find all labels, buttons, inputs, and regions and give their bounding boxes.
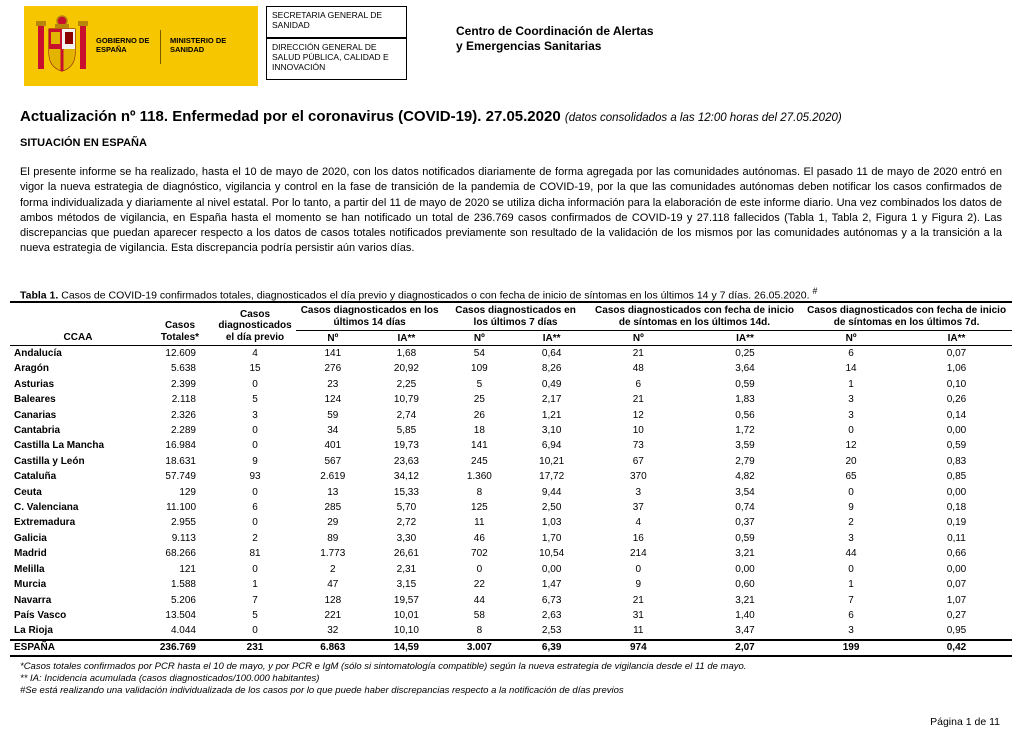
total-value-cell: 2,07 — [689, 640, 801, 656]
value-cell: 2,25 — [396, 378, 417, 390]
header-n: Nº — [296, 331, 370, 346]
table-row — [10, 546, 1012, 561]
value-cell: 9 — [252, 455, 258, 467]
value-cell: 0,60 — [735, 579, 755, 591]
value-cell: 4 — [635, 517, 642, 529]
value-cell: 32 — [327, 625, 339, 637]
value-cell: 3,59 — [735, 440, 755, 452]
intro-paragraph: El presente informe se ha realizado, hasta el 10 de mayo de 2020, con los datos notificados diariamente de forma agregada por las comunidades autónomas. El pasado 11 de mayo de 2020 entró en vigor la nueva estrategia de diagnóstico, vigilancia y control en la fase de transición de la pandemia de COVID-19, por la que las comunidades autónomas deben notificar los casos confirmados de forma individualizada y diariamente al nivel estatal. Por lo tanto, a partir del 11 de mayo de 2020 se utiliza dicha información para la elaboración de este informe diario. Una vez combinados los datos de ambos métodos de vigilancia, en España hasta el momento se han notificado un total de 236.769 casos confirmados de COVID-19 y 27.118 fallecidos (Tabla 1, Tabla 2, Figura 1 y Figura 2). Las discrepancias que puedan aparecer respecto a los datos de casos totales notificados previamente son resultado de la validación de los mismos por las comunidades autónomas y a la transición a la nueva estrategia de vigilancia. Esta discrepancia podría persistir aún varios días. — [20, 166, 1002, 255]
value-cell: 245 — [471, 455, 488, 467]
ccaa-name-cell: Melilla — [14, 563, 45, 575]
table-row — [10, 438, 1012, 453]
value-cell: 0,95 — [946, 625, 967, 637]
ministry-label: MINISTERIO DE SANIDAD — [170, 36, 227, 54]
value-cell: 0,11 — [947, 532, 966, 544]
value-cell: 20,92 — [393, 363, 419, 375]
value-cell: 3 — [848, 394, 854, 406]
value-cell: 0,07 — [946, 348, 967, 359]
value-cell: 10,21 — [539, 455, 565, 467]
header-ia: IA** — [901, 331, 1012, 346]
value-cell: 1,47 — [541, 579, 562, 591]
value-cell: 18.631 — [165, 455, 196, 467]
value-cell: 0 — [252, 517, 258, 529]
value-cell: 3,21 — [735, 548, 755, 560]
header-n: Nº — [588, 331, 689, 346]
secretaria-box — [266, 6, 407, 38]
ccaa-name-cell: Castilla La Mancha — [14, 440, 105, 452]
ccaa-name-cell: Cantabria — [14, 425, 61, 437]
value-cell: 21 — [632, 594, 644, 606]
ccaa-name-cell: Canarias — [14, 409, 57, 421]
value-cell: 1 — [848, 378, 854, 390]
value-cell: 0,26 — [946, 394, 967, 406]
ccaa-name-cell: Asturias — [14, 378, 55, 390]
value-cell: 67 — [632, 455, 644, 467]
value-cell: 0 — [476, 563, 483, 575]
value-cell: 12.609 — [165, 348, 196, 359]
value-cell: 1.360 — [466, 471, 492, 483]
ccaa-name-cell: Aragón — [14, 363, 49, 375]
value-cell: 3,15 — [396, 579, 417, 591]
value-cell: 0,59 — [946, 440, 967, 452]
value-cell: 23 — [327, 378, 339, 390]
value-cell: 1,06 — [946, 363, 967, 375]
value-cell: 20 — [845, 455, 857, 467]
value-cell: 5.638 — [170, 363, 196, 375]
header-diag-7: Casos diagnosticados en los últimos 7 días — [443, 302, 588, 331]
table-row — [10, 377, 1012, 392]
table-row — [10, 608, 1012, 623]
value-cell: 0 — [252, 440, 258, 452]
table-row — [10, 454, 1012, 469]
value-cell: 11.100 — [166, 502, 196, 514]
ccaa-name-cell: C. Valenciana — [14, 502, 79, 514]
total-value-cell: 0,42 — [901, 640, 1012, 656]
coat-of-arms-icon — [34, 15, 90, 77]
value-cell: 31 — [632, 609, 644, 621]
value-cell: 1 — [252, 579, 258, 591]
value-cell: 3,64 — [735, 363, 755, 375]
value-cell: 57.749 — [165, 471, 196, 483]
table-row — [10, 469, 1012, 484]
value-cell: 44 — [845, 548, 857, 560]
value-cell: 29 — [327, 517, 339, 529]
value-cell: 26,61 — [393, 548, 419, 560]
document-title — [20, 108, 842, 125]
value-cell: 15 — [249, 363, 261, 375]
value-cell: 48 — [632, 363, 644, 375]
value-cell: 141 — [324, 348, 342, 359]
table-row — [10, 392, 1012, 407]
value-cell: 0,49 — [541, 378, 562, 390]
table-row — [10, 500, 1012, 515]
ccaa-name-cell: Ceuta — [14, 486, 42, 498]
value-cell: 10,79 — [393, 394, 419, 406]
value-cell: 2.118 — [171, 394, 196, 406]
value-cell: 1.588 — [170, 579, 196, 591]
value-cell: 2 — [330, 563, 336, 575]
value-cell: 0,85 — [946, 471, 967, 483]
value-cell: 68.266 — [165, 548, 196, 560]
ccaa-name-cell: Castilla y León — [14, 455, 85, 467]
value-cell: 2.289 — [170, 425, 196, 437]
value-cell: 2,53 — [541, 625, 562, 637]
value-cell: 121 — [179, 563, 196, 575]
header-sint-7: Casos diagnosticados con fecha de inicio de síntomas en los últimos 7d. — [801, 302, 1012, 331]
value-cell: 4,82 — [735, 471, 755, 483]
value-cell: 8,26 — [541, 363, 562, 375]
value-cell: 6,73 — [541, 594, 562, 606]
ccaa-name-cell: Madrid — [14, 548, 47, 560]
value-cell: 401 — [324, 440, 342, 452]
total-value-cell: 6.863 — [296, 640, 370, 656]
total-value-cell: 14,59 — [370, 640, 444, 656]
value-cell: 0,56 — [735, 409, 755, 421]
ccaa-name-cell: Baleares — [14, 394, 56, 406]
value-cell: 276 — [324, 363, 342, 375]
value-cell: 702 — [471, 548, 488, 560]
value-cell: 6 — [848, 609, 854, 621]
table-total-row — [10, 640, 1012, 656]
value-cell: 34,12 — [393, 471, 419, 483]
value-cell: 0,37 — [735, 517, 755, 529]
value-cell: 13 — [327, 486, 339, 498]
value-cell: 6 — [252, 502, 258, 514]
value-cell: 0 — [848, 563, 854, 575]
value-cell: 5,70 — [396, 502, 417, 514]
value-cell: 0,00 — [946, 425, 967, 437]
value-cell: 16.984 — [165, 440, 196, 452]
value-cell: 8 — [476, 625, 483, 637]
table-row — [10, 485, 1012, 500]
note-casos-totales: *Casos totales confirmados por PCR hasta el 10 de mayo, y por PCR e IgM (sólo si sintomatología compatible) según la nueva estrategia de vigilancia desde el 11 de mayo. — [20, 661, 747, 672]
value-cell: 10,54 — [539, 548, 565, 560]
table-row — [10, 515, 1012, 530]
header-diag-14: Casos diagnosticados en los últimos 14 días — [296, 302, 443, 331]
title-main: Actualización nº 118. Enfermedad por el coronavirus (COVID-19). 27.05.2020 — [20, 108, 561, 125]
value-cell: 7 — [848, 594, 854, 606]
ccaa-name-cell: Galicia — [14, 532, 47, 544]
value-cell: 3,30 — [396, 532, 417, 544]
value-cell: 3,21 — [735, 594, 755, 606]
value-cell: 89 — [327, 532, 339, 544]
value-cell: 0,10 — [946, 378, 967, 390]
direccion-box — [266, 38, 407, 80]
value-cell: 285 — [324, 502, 342, 514]
value-cell: 3,54 — [735, 486, 755, 498]
value-cell: 0,00 — [946, 486, 967, 498]
total-value-cell: 231 — [214, 640, 296, 656]
value-cell: 0,25 — [735, 348, 755, 359]
value-cell: 8 — [476, 486, 483, 498]
total-value-cell: 3.007 — [443, 640, 515, 656]
value-cell: 0,74 — [735, 502, 755, 514]
value-cell: 0,00 — [946, 563, 967, 575]
value-cell: 0,18 — [946, 502, 967, 514]
page-number: Página 1 de 11 — [930, 716, 1000, 728]
header-n: Nº — [801, 331, 901, 346]
government-label: GOBIERNO DE ESPAÑA — [96, 36, 150, 54]
value-cell: 12 — [845, 440, 857, 452]
value-cell: 73 — [632, 440, 644, 452]
value-cell: 567 — [324, 455, 342, 467]
ccaa-name-cell: Cataluña — [14, 471, 57, 483]
value-cell: 1,07 — [946, 594, 967, 606]
value-cell: 34 — [327, 425, 339, 437]
value-cell: 54 — [473, 348, 485, 359]
value-cell: 2,31 — [396, 563, 417, 575]
value-cell: 0,64 — [541, 348, 562, 359]
total-value-cell: 199 — [801, 640, 901, 656]
value-cell: 21 — [632, 348, 644, 359]
table-row — [10, 593, 1012, 608]
value-cell: 0 — [252, 486, 258, 498]
value-cell: 0 — [252, 378, 258, 390]
value-cell: 2,72 — [396, 517, 417, 529]
value-cell: 109 — [471, 363, 488, 375]
header-ccaa: CCAA — [10, 302, 146, 346]
covid-cases-table — [10, 301, 1012, 657]
value-cell: 0 — [635, 563, 642, 575]
ccaa-name-cell: Navarra — [14, 594, 52, 606]
value-cell: 0,27 — [946, 609, 967, 621]
page-header — [0, 0, 1024, 90]
value-cell: 9 — [635, 579, 642, 591]
value-cell: 1,83 — [735, 394, 755, 406]
value-cell: 2,63 — [541, 609, 562, 621]
centro-coordinacion-title: Centro de Coordinación de Alertas y Emergencias Sanitarias — [456, 24, 654, 53]
value-cell: 1,68 — [396, 348, 417, 359]
value-cell: 5 — [476, 378, 483, 390]
value-cell: 6 — [635, 378, 642, 390]
value-cell: 3,10 — [541, 425, 562, 437]
value-cell: 0,19 — [946, 517, 967, 529]
value-cell: 13.504 — [165, 609, 196, 621]
value-cell: 0 — [252, 625, 258, 637]
value-cell: 5 — [252, 609, 258, 621]
table-caption-label: Tabla 1. — [20, 289, 59, 302]
total-value-cell: 6,39 — [516, 640, 588, 656]
value-cell: 1 — [848, 579, 854, 591]
value-cell: 23,63 — [393, 455, 419, 467]
value-cell: 0,00 — [735, 563, 755, 575]
value-cell: 370 — [629, 471, 647, 483]
value-cell: 3,47 — [735, 625, 755, 637]
value-cell: 81 — [249, 548, 261, 560]
table-row — [10, 562, 1012, 577]
table-row — [10, 423, 1012, 438]
value-cell: 18 — [473, 425, 485, 437]
value-cell: 0,14 — [946, 409, 967, 421]
value-cell: 4.044 — [170, 625, 196, 637]
value-cell: 128 — [324, 594, 342, 606]
table-body — [10, 346, 1012, 640]
secretaria-label: SECRETARIA GENERAL DE SANIDAD — [272, 10, 383, 30]
value-cell: 0,59 — [735, 532, 755, 544]
value-cell: 16 — [632, 532, 644, 544]
note-ia: ** IA: Incidencia acumulada (casos diagnosticados/100.000 habitantes) — [20, 673, 320, 684]
total-value-cell: 974 — [588, 640, 689, 656]
table-caption-text: Casos de COVID-19 confirmados totales, diagnosticados el día previo y diagnosticados o con fecha de inicio de síntomas en los últimos 14 y 7 días. 26.05.2020. — [61, 289, 810, 302]
value-cell: 221 — [324, 609, 342, 621]
value-cell: 1,70 — [541, 532, 562, 544]
value-cell: 10,01 — [393, 609, 419, 621]
value-cell: 214 — [629, 548, 647, 560]
value-cell: 1,21 — [541, 409, 562, 421]
header-total: Casos Totales* — [146, 302, 214, 346]
value-cell: 0 — [848, 425, 854, 437]
value-cell: 2.399 — [170, 378, 196, 390]
government-logo — [24, 6, 258, 86]
value-cell: 9.113 — [171, 532, 196, 544]
value-cell: 2.955 — [170, 517, 196, 529]
value-cell: 2,74 — [396, 409, 417, 421]
direccion-label: DIRECCIÓN GENERAL DE SALUD PÚBLICA, CALIDAD E INNOVACIÓN — [272, 42, 389, 72]
value-cell: 22 — [473, 579, 485, 591]
header-n: Nº — [443, 331, 515, 346]
value-cell: 11 — [633, 625, 644, 637]
value-cell: 7 — [252, 594, 258, 606]
table-row — [10, 623, 1012, 639]
header-prev: Casos diagnosticados el día previo — [214, 302, 296, 346]
table-caption — [20, 286, 817, 302]
value-cell: 59 — [327, 409, 339, 421]
total-value-cell: 236.769 — [146, 640, 214, 656]
value-cell: 5 — [252, 394, 258, 406]
value-cell: 2,50 — [541, 502, 562, 514]
value-cell: 0,07 — [946, 579, 967, 591]
header-ia: IA** — [689, 331, 801, 346]
value-cell: 0,00 — [541, 563, 562, 575]
value-cell: 9,44 — [541, 486, 562, 498]
value-cell: 141 — [471, 440, 488, 452]
value-cell: 46 — [473, 532, 485, 544]
value-cell: 10 — [632, 425, 644, 437]
value-cell: 3 — [848, 625, 854, 637]
value-cell: 3 — [252, 409, 258, 421]
header-sint-14: Casos diagnosticados con fecha de inicio de síntomas en los últimos 14d. — [588, 302, 801, 331]
header-ia: IA** — [516, 331, 588, 346]
title-note: (datos consolidados a las 12:00 horas del 27.05.2020) — [564, 112, 842, 124]
ccaa-name-cell: País Vasco — [14, 609, 67, 621]
value-cell: 0,66 — [946, 548, 967, 560]
table-row — [10, 577, 1012, 592]
value-cell: 19,57 — [393, 594, 419, 606]
value-cell: 21 — [632, 394, 644, 406]
value-cell: 58 — [473, 609, 485, 621]
value-cell: 19,73 — [393, 440, 419, 452]
ccaa-name-cell: Extremadura — [14, 517, 76, 529]
table-caption-mark: # — [812, 286, 818, 296]
table-row — [10, 408, 1012, 423]
header-ia: IA** — [370, 331, 444, 346]
note-validacion: #Se está realizando una validación individualizada de los casos por lo que puede haber discrepancias respecto a la notificación de días previos — [20, 685, 624, 696]
value-cell: 12 — [632, 409, 644, 421]
value-cell: 11 — [474, 517, 485, 529]
value-cell: 17,72 — [539, 471, 565, 483]
value-cell: 6,94 — [541, 440, 562, 452]
value-cell: 65 — [845, 471, 857, 483]
value-cell: 2,17 — [541, 394, 562, 406]
value-cell: 124 — [324, 394, 342, 406]
value-cell: 2.326 — [170, 409, 196, 421]
value-cell: 47 — [327, 579, 339, 591]
value-cell: 2.619 — [320, 471, 346, 483]
value-cell: 0 — [252, 563, 258, 575]
value-cell: 6 — [848, 348, 854, 359]
value-cell: 0 — [252, 425, 258, 437]
value-cell: 2,79 — [735, 455, 755, 467]
value-cell: 14 — [845, 363, 857, 375]
table-row — [10, 531, 1012, 546]
value-cell: 1,72 — [735, 425, 755, 437]
table-row — [10, 346, 1012, 362]
ccaa-name-cell: La Rioja — [14, 625, 53, 637]
value-cell: 129 — [179, 486, 196, 498]
value-cell: 3 — [848, 409, 854, 421]
value-cell: 3 — [848, 532, 854, 544]
value-cell: 2 — [252, 532, 258, 544]
value-cell: 26 — [473, 409, 485, 421]
value-cell: 25 — [473, 394, 485, 406]
value-cell: 2 — [848, 517, 854, 529]
value-cell: 93 — [249, 471, 261, 483]
value-cell: 9 — [848, 502, 854, 514]
table-row — [10, 361, 1012, 376]
value-cell: 5.206 — [170, 594, 196, 606]
value-cell: 1,40 — [735, 609, 755, 621]
value-cell: 15,33 — [393, 486, 419, 498]
ccaa-name-cell: Andalucía — [14, 348, 62, 359]
total-label-cell: ESPAÑA — [10, 640, 146, 656]
value-cell: 10,10 — [393, 625, 419, 637]
table-notes — [20, 661, 1010, 697]
section-heading: SITUACIÓN EN ESPAÑA — [20, 137, 147, 149]
logo-divider — [160, 30, 161, 64]
value-cell: 44 — [473, 594, 485, 606]
value-cell: 4 — [252, 348, 258, 359]
value-cell: 0,59 — [735, 378, 755, 390]
value-cell: 0,83 — [946, 455, 967, 467]
value-cell: 37 — [632, 502, 644, 514]
value-cell: 1,03 — [541, 517, 562, 529]
ccaa-name-cell: Murcia — [14, 579, 47, 591]
value-cell: 1.773 — [320, 548, 346, 560]
value-cell: 5,85 — [396, 425, 417, 437]
value-cell: 3 — [635, 486, 642, 498]
value-cell: 0 — [848, 486, 854, 498]
value-cell: 125 — [471, 502, 488, 514]
